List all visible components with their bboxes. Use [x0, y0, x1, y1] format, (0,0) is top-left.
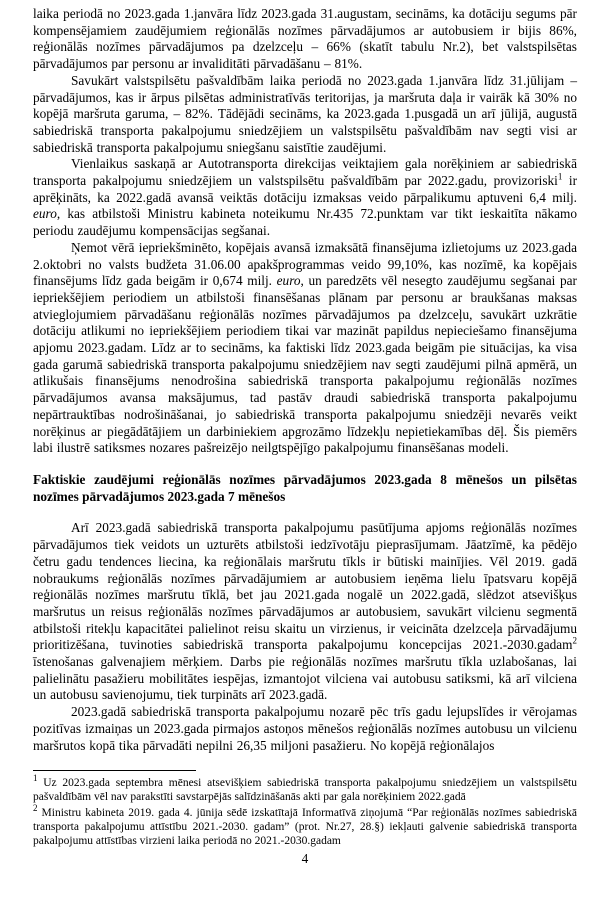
paragraph — [33, 240, 577, 457]
section-heading — [33, 472, 577, 505]
text-run: ir aprēķināts, ka 2022.gadā avansā veiktās dotāciju izmaksas veido pārpalikumu aptuveni 6,4 milj. — [33, 173, 578, 205]
footnote-text: Uz 2023.gada septembra mēnesi atsevišķiem sabiedriskā transporta pakalpojumu sniedzējiem un valstspilsētu pašvaldībām vēl nav parakstīti savstarpējās salīdzināšanās akti par gala norēķiniem 2022.gadā — [33, 777, 577, 804]
paragraph — [33, 156, 577, 240]
document-body — [33, 6, 577, 754]
footnote-reference: 1 — [557, 171, 563, 182]
paragraph — [33, 704, 577, 754]
text-run: Ņemot vērā iepriekšminēto, kopējais avansā izmaksātā finansējuma izlietojums uz 2023.gada 2.oktobri no valsts budžeta 31.06.00 apakšprogrammas veido 99,10%, kas nozīmē, ka kopējais finansējums līdz gada beigām ir 0,674 milj. — [33, 239, 577, 289]
text-run: īstenošanas galvenajiem mērķiem. Darbs pie reģionālās nozīmes maršrutu tīkla uzlabošanas, lai palielinātu pasažieru mobilitātes iespējas, izmantojot vilciena vai autobusu satiksmi, kā arī vilciena un autobusu savienojumu, tiek turpināts arī 2023.gadā. — [33, 654, 577, 703]
page-number: 4 — [301, 851, 309, 867]
footnote-text: Ministru kabineta 2019. gada 4. jūnija sēdē izskatītajā Informatīvā ziņojumā “Par reģionālās nozīmes sabiedriskā transporta pakalpojumu attīstību 2021.-2030. gadam” (prot. Nr.27, 28.§) iekļauti galvenie sabiedriskā transporta pakalpojumu attīstības virzieni laika periodā no 2021.-2030.gadam — [33, 807, 577, 848]
footnote-marker: 1 — [33, 773, 38, 784]
footnotes — [33, 773, 577, 848]
text-run: , kas atbilstoši Ministru kabineta noteikumu Nr.435 72.punktam var tikt ieskaitīta nākamo periodu zaudējumu kompensācijas segšanai. — [33, 206, 577, 239]
paragraph — [33, 6, 577, 73]
footnote-separator — [33, 770, 196, 771]
text-run: 2023.gadā sabiedriskā transporta pakalpojumu nozarē pēc trīs gadu lejupslīdes ir vērojamas pozitīvas izmaiņas un 2023.gada pirmajos astoņos mēnešos reģionālās nozīmes autobusu un vilcienu maršrutos kopā tika pārvadāti nepilni 26,35 miljoni pasažieru. No kopējā reģionālajos — [33, 704, 577, 753]
footnote-marker: 2 — [33, 803, 38, 814]
paragraph — [33, 73, 577, 157]
footnote — [33, 803, 577, 848]
paragraph — [33, 520, 577, 704]
text-run: Savukārt valstspilsētu pašvaldībām laika periodā no 2023.gada 1.janvāra līdz 31.jūlijam – pārvadājumos, kas ir ārpus pilsētas administratīvās teritorijas, ja maršruta daļa ir vairāk kā 30% no kopējā maršruta garuma, – 82%. Tādējādi secināms, ka 2023.gada 1.pusgadā un arī jūlijā, augustā sabiedriskā transporta pakalpojumu sniedzējiem un valstspilsētu pašvaldībām nav segti visi ar sabiedriskā transporta pakalpojumu sniegšanu saistītie zaudējumi. — [33, 72, 577, 155]
italic-term: euro — [33, 206, 57, 222]
text-run: , un paredzēts vēl nesegto zaudējumu segšanai par iepriekšējiem periodiem un atbilstoši finansēšanas plānam par personu ar braukšanas maksas atvieglojumiem pārvadāšanu reģionālās nozīmes pārvadājumos pa dzelzceļu, savukārt uzkrātie dotāciju atlikumi no iepriekšējiem periodiem tikai var mazināt papildus nepieciešamo finansējuma apjomu 2023.gadam. Līdz ar to secināms, ka faktiski līdz 2023.gada beigām pie situācijas, ka visa gada garumā sabiedriskā transporta pakalpojumu sniedzējiem nav segti zaudējumi pilnā apmērā, un atlikušais finansējums nenodrošina sabiedriskā transporta pakalpojumu reģionālās nozīmes pārvadājumos avansa maksājumus, tad pastāv draudi sabiedriskā transporta pakalpojumu nepārtrauktības nodrošināšanai, jo sabiedriskā transporta pakalpojumu sniedzēji nevarēs veikt norēķinus ar piegādātājiem un darbiniekiem apgrozāmo līdzekļu nepietiekamības dēļ. Šis piemērs labi ilustrē satiksmes nozares pašreizējo neilgtspējīgo pakalpojumu finansēšanas modeli. — [33, 273, 577, 456]
footnote-reference: 2 — [572, 635, 577, 646]
footnote-area — [33, 770, 577, 848]
italic-term: euro — [276, 273, 301, 289]
text-run: Faktiskie zaudējumi reģionālās nozīmes pārvadājumos 2023.gada 8 mēnešos un pilsētas nozīmes pārvadājumos 2023.gada 7 mēnešos — [33, 471, 577, 504]
text-run: Arī 2023.gadā sabiedriskā transporta pakalpojumu pasūtījuma apjoms reģionālās nozīmes pārvadājumos tiek veidots un uzturēts atbilstoši iedzīvotāju pieprasījumam. Jāatzīmē, ka pēdējo četru gadu tendences liecina, ka reģionālais maršrutu tīkls ir būtiski mainījies. Vēl 2019. gadā nobraukums reģionālās nozīmes pārvadājumiem ar autobusiem ieņēma lielu īpatsvaru kopējā reģionālās nozīmes maršrutu tīklā, bet jau 2021.gada nogalē un 2022.gadā, slēdzot atsevišķus maršrutus un reisus reģionālās nozīmes pārvadājumos ar autobusiem, savukārt vilcienu segmentā atbilstoši ritekļu kapacitātei palielinot reisu skaitu un virzienus, ir veicināta dzelzceļa pārvadājumu prioritizēšana, tuvinoties sabiedriskā transporta pakalpojumu koncepcijas 2021.-2030.gadam — [33, 520, 577, 653]
text-run: laika periodā no 2023.gada 1.janvāra līdz 2023.gada 31.augustam, secināms, ka dotāciju segums pār kompensējamiem zaudējumiem reģionālās nozīmes pārvadājumos ar autobusiem ir bijis 86%, reģionālās nozīmes pārvadājumos pa dzelzceļu – 66% (skatīt tabulu Nr.2), bet valstspilsētas pārvadājumos par personu ar invaliditāti pārvadāšanu – 81%. — [33, 6, 577, 72]
text-run: Vienlaikus saskaņā ar Autotransporta direkcijas veiktajiem gala norēķiniem ar sabiedriskā transporta pakalpojumu sniedzējiem un valstspilsētu pašvaldībām par 2022.gadu, provizoriski — [33, 156, 577, 189]
footnote — [33, 773, 577, 804]
